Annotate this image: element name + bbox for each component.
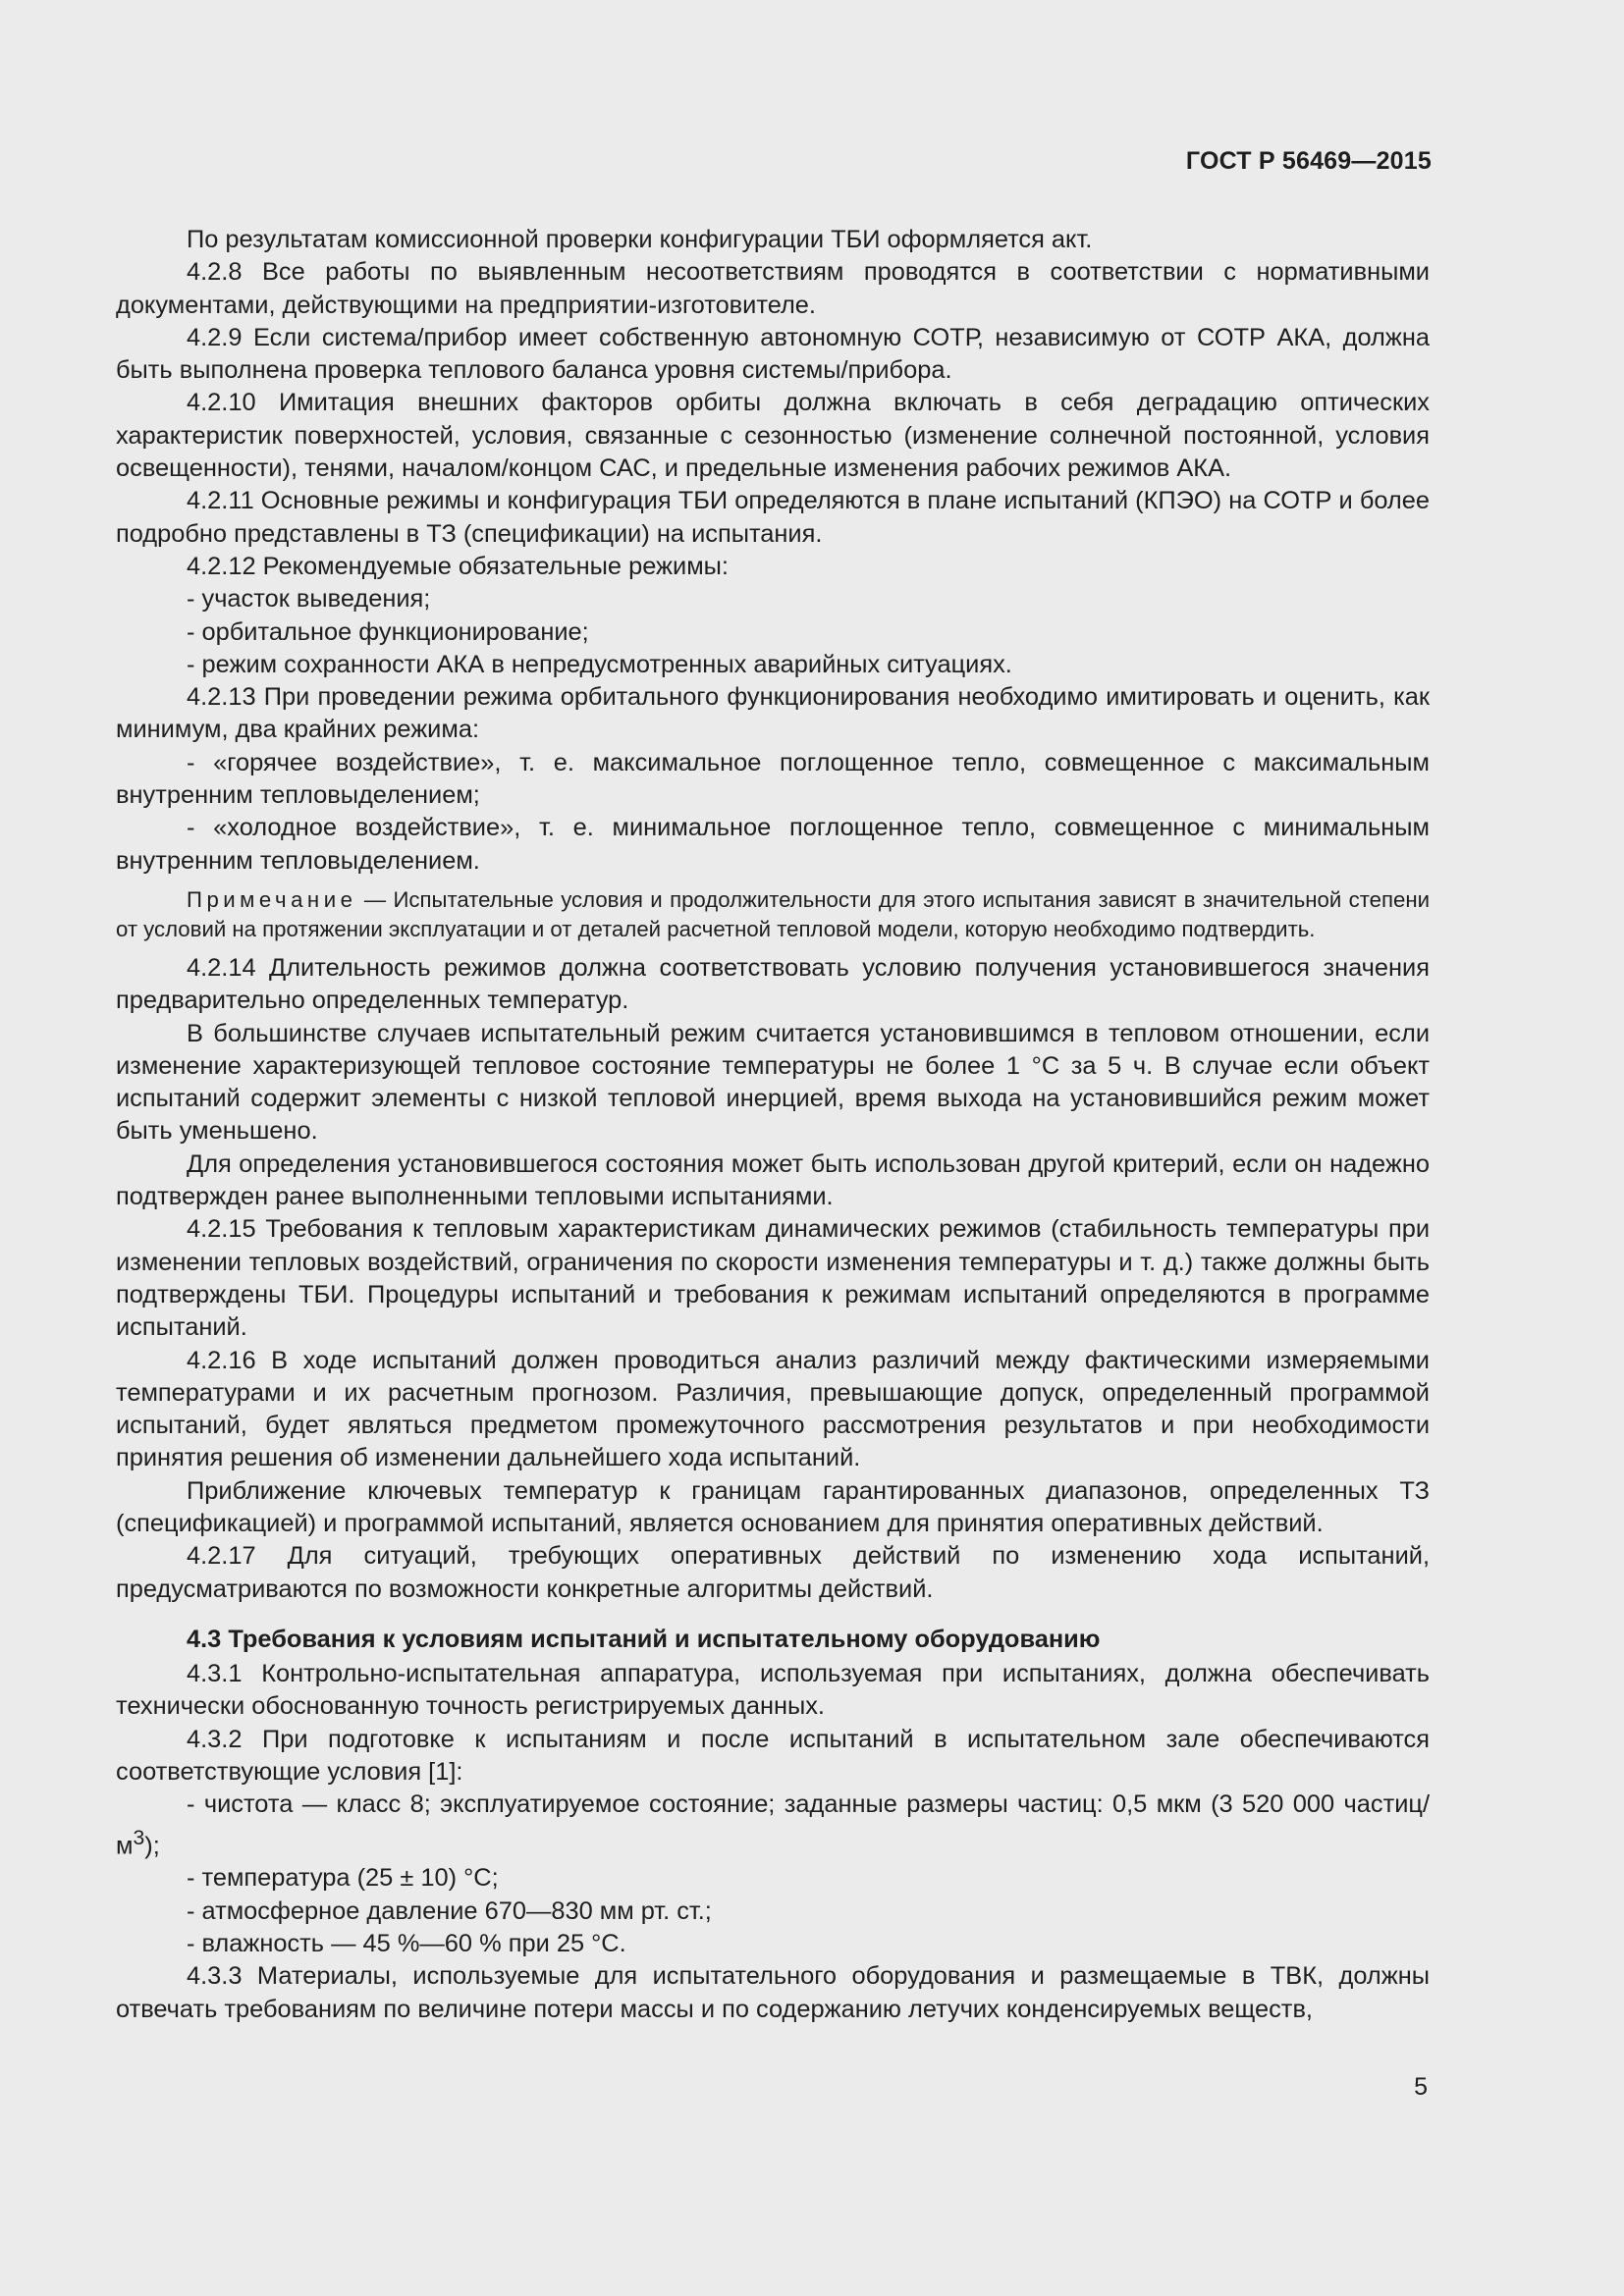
list-item-text: - чистота — класс 8; эксплуатируемое состояние; заданные размеры частиц: 0,5 мкм (3 520 000 частиц/м <box>116 1790 1430 1860</box>
list-item: - температура (25 ± 10) °C; <box>187 1864 499 1893</box>
clause-4-3-2: 4.3.2 При подготовке к испытаниям и после испытаний в испытательном зале обеспечиваются соответствующие условия [1]: <box>116 1725 1430 1787</box>
superscript: 3 <box>133 1826 145 1849</box>
page-body <box>116 224 1430 2026</box>
clause-4-2-10: 4.2.10 Имитация внешних факторов орбиты должна включать в себя деградацию оптических характеристик поверхностей, условия, связанные с сезонностью (изменение солнечной постоянной, условия освещенности), тенями, началом/концом САС, и предельные изменения рабочих режимов АКА. <box>116 389 1430 483</box>
clause-4-2-13: 4.2.13 При проведении режима орбитального функционирования необходимо имитировать и оценить, как минимум, два крайних режима: <box>116 683 1430 744</box>
list-item: - влажность — 45 %—60 % при 25 °C. <box>187 1930 626 1958</box>
clause-4-2-12: 4.2.12 Рекомендуемые обязательные режимы: <box>187 552 729 580</box>
clause-4-2-9: 4.2.9 Если система/прибор имеет собственную автономную СОТР, независимую от СОТР АКА, должна быть выполнена проверка теплового баланса уровня системы/прибора. <box>116 323 1430 385</box>
note-dash: — <box>356 886 394 912</box>
list-item: - «горячее воздействие», т. е. максимальное поглощенное тепло, совмещенное с максимальным внутренним тепловыделением; <box>116 748 1430 810</box>
clause-4-2-15: 4.2.15 Требования к тепловым характеристикам динамических режимов (стабильность температуры при изменении тепловых воздействий, ограничения по скорости изменения температуры и т. д.) также должны быть подтверждены ТБИ. Процедуры испытаний и требования к режимам испытаний определяются в программе испытаний. <box>116 1215 1430 1342</box>
paragraph: Приближение ключевых температур к границам гарантированных диапазонов, определенных ТЗ (спецификацией) и программой испытаний, является основанием для принятия оперативных действий. <box>116 1476 1430 1537</box>
page-number: 5 <box>1414 2073 1428 2101</box>
clause-4-2-17: 4.2.17 Для ситуаций, требующих оперативных действий по изменению хода испытаний, предусматриваются по возможности конкретные алгоритмы действий. <box>116 1542 1430 1603</box>
clause-4-3-1: 4.3.1 Контрольно-испытательная аппаратура, используемая при испытаниях, должна обеспечивать технически обоснованную точность регистрируемых данных. <box>116 1660 1430 1721</box>
list-item: - режим сохранности АКА в непредусмотренных аварийных ситуациях. <box>187 650 1012 678</box>
clause-4-2-14: 4.2.14 Длительность режимов должна соответствовать условию получения установившегося значения предварительно определенных температур. <box>116 953 1430 1015</box>
list-item: - атмосферное давление 670—830 мм рт. ст.; <box>187 1896 712 1925</box>
document-number-header: ГОСТ Р 56469—2015 <box>1185 147 1432 175</box>
list-item <box>116 1789 1430 1862</box>
clause-4-2-8: 4.2.8 Все работы по выявленным несоответствиям проводятся в соответствии с нормативными документами, действующими на предприятии-изготовителе. <box>116 258 1430 319</box>
clause-4-2-16: 4.2.16 В ходе испытаний должен проводиться анализ различий между фактическими измеряемыми температурами и их расчетным прогнозом. Различия, превышающие допуск, определенный программой испытаний, будет являться предметом промежуточного рассмотрения результатов и при необходимости принятия решения об изменении дальнейшего хода испытаний. <box>116 1346 1430 1472</box>
list-item: - орбитальное функционирование; <box>187 617 589 646</box>
clause-4-2-11: 4.2.11 Основные режимы и конфигурация ТБИ определяются в плане испытаний (КПЭО) на СОТР и более подробно представлены в ТЗ (спецификации) на испытания. <box>116 487 1430 548</box>
list-item: - участок выведения; <box>187 585 431 614</box>
note <box>116 885 1430 944</box>
note-text: Испытательные условия и продолжительности для этого испытания зависят в значительной степени от условий на протяжении эксплуатации и от деталей расчетной тепловой модели, которую необходимо подтвердить. <box>116 886 1430 941</box>
paragraph: Для определения установившегося состояния может быть использован другой критерий, если он надежно подтвержден ранее выполненными тепловыми испытаниями. <box>116 1149 1430 1211</box>
list-item: - «холодное воздействие», т. е. минимальное поглощенное тепло, совмещенное с минимальным внутренним тепловыделением. <box>116 814 1430 875</box>
paragraph: В большинстве случаев испытательный режим считается установившимся в тепловом отношении, если изменение характеризующей тепловое состояние температуры не более 1 °C за 5 ч. В случае если объект испытаний содержит элементы с низкой тепловой инерцией, время выхода на установившийся режим может быть уменьшено. <box>116 1019 1430 1146</box>
list-item-tail: ); <box>144 1832 160 1860</box>
section-heading-4-3: 4.3 Требования к условиям испытаний и испытательному оборудованию <box>187 1625 1101 1653</box>
note-label: Примечание <box>187 886 357 912</box>
clause-4-3-3: 4.3.3 Материалы, используемые для испытательного оборудования и размещаемые в ТВК, должны отвечать требованиям по величине потери массы и по содержанию летучих конденсируемых веществ, <box>116 1962 1430 2023</box>
paragraph: По результатам комиссионной проверки конфигурации ТБИ оформляется акт. <box>187 226 1093 253</box>
